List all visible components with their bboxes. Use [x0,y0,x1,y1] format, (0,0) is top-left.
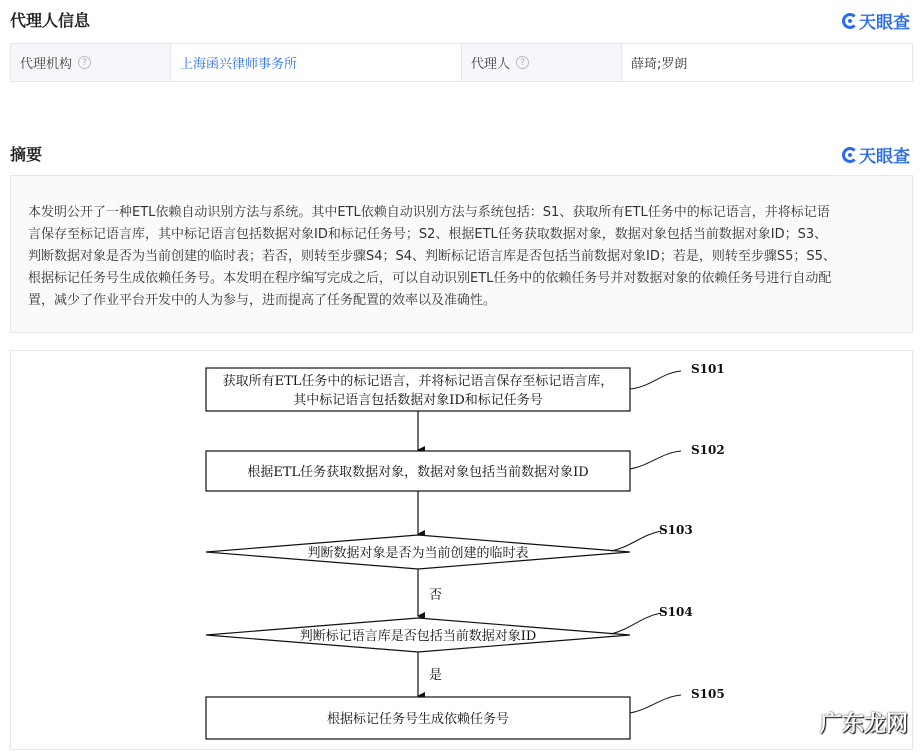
edge-no-label: 否 [429,588,443,603]
step-text: 其中标记语言包括数据对象ID和标记任务号 [293,393,543,408]
agency-link[interactable]: 上海函兴律师事务所 [180,57,298,72]
decision-text: 判断标记语言库是否包括当前数据对象ID [299,629,537,644]
step-text: 根据标记任务号生成依赖任务号 [326,712,510,727]
step-text: 根据ETL任务获取数据对象，数据对象包括当前数据对象ID [247,465,589,480]
decision-text: 判断数据对象是否为当前创建的临时表 [307,546,529,561]
tianyancha-logo[interactable] [842,8,910,33]
agent-value-cell [622,44,912,81]
watermark: 广东龙网 [819,712,908,737]
tianyancha-logo-icon [842,13,858,29]
abstract-line: 本发明公开了一种ETL依赖自动识别方法与系统。其中ETL依赖自动识别方法与系统包括：S1、获取所有ETL任务中的标记语言，并将标记语 [28,205,830,220]
step-label: S102 [691,443,725,457]
callout-line [611,613,661,634]
agency-value-cell [171,44,462,81]
tianyancha-logo-icon [842,147,858,163]
callout-line [630,695,681,713]
step-label: S104 [659,605,693,619]
agent-label: 代理人 [471,57,511,72]
callout-line [630,371,681,389]
agency-label: 代理机构 [20,57,73,72]
help-icon[interactable]: ? [516,56,529,69]
step-label: S101 [691,362,725,376]
step-label: S105 [691,687,725,701]
agent-label-cell [462,44,622,81]
step-text: 获取所有ETL任务中的标记语言，并将标记语言保存至标记语言库， [222,374,614,389]
callout-line [611,531,661,551]
tianyancha-logo-text: 天眼查 [859,13,910,33]
flowchart-diagram [11,351,914,751]
abstract-line: 置，减少了作业平台开发中的人为参与，进而提高了任务配置的效率以及准确性。 [28,293,497,308]
agent-value: 薛琦;罗朗 [631,57,688,72]
edge-yes-label: 是 [429,668,443,683]
tianyancha-logo-text: 天眼查 [859,147,910,167]
abstract-line: 根据标记任务号生成依赖任务号。本发明在程序编写完成之后，可以自动识别ETL任务中的依赖任务号并对数据对象的依赖任务号进行自动配 [28,271,832,286]
agency-label-cell [11,44,171,81]
abstract-section-title: 摘要 [10,145,43,164]
abstract-figure[interactable] [10,350,913,750]
tianyancha-logo[interactable] [842,142,910,167]
agent-section-title: 代理人信息 [10,11,91,30]
abstract-line: 判断数据对象是否为当前创建的临时表；若否，则转至步骤S4；S4、判断标记语言库是否包括当前数据对象ID；若是，则转至步骤S5；S5、 [28,249,836,264]
help-icon[interactable]: ? [78,56,91,69]
step-label: S103 [659,523,693,537]
callout-line [630,451,681,469]
abstract-line: 言保存至标记语言库，其中标记语言包括数据对象ID和标记任务号；S2、根据ETL任务获取数据对象，数据对象包括当前数据对象ID；S3、 [28,227,828,242]
agent-info-table [10,43,913,82]
abstract-text-box [10,175,913,333]
